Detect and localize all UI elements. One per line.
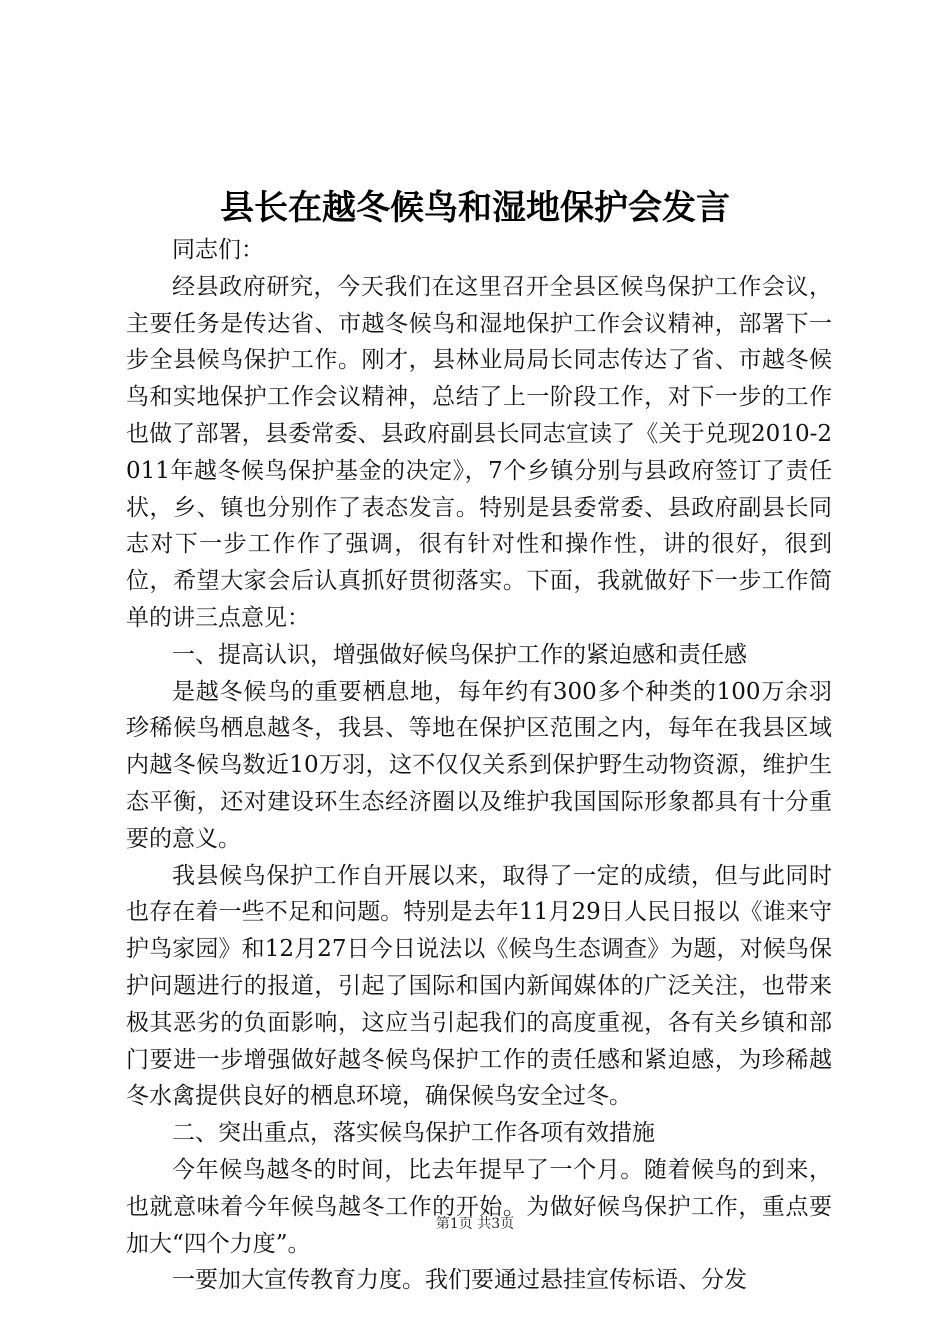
page-number-footer: 第1页 共3页: [435, 1216, 515, 1232]
body-paragraph: 一要加大宣传教育力度。我们要通过悬挂宣传标语、分发: [172, 1267, 747, 1294]
salutation-paragraph: 同志们：: [172, 237, 264, 263]
document-body: [126, 232, 832, 1299]
body-paragraph: 我县候鸟保护工作自开展以来，取得了一定的成绩，但与此同时也存在着一些不足和问题。特别是去年11月29日人民日报以《谁来守护鸟家园》和12月27日今日说法以《候鸟生态调查》为题，对候鸟保护问题进行的报道，引起了国际和国内新闻媒体的广泛关注，也带来极其恶劣的负面影响，这应当引起我们的高度重视，各有关乡镇和部门要进一步增强做好越冬候鸟保护工作的责任感和紧迫感，为珍稀越冬水禽提供良好的栖息环境，确保候鸟安全过冬。: [126, 862, 832, 1110]
body-paragraph: 是越冬候鸟的重要栖息地，每年约有300多个种类的100万余羽珍稀候鸟栖息越冬，我县、等地在保护区范围之内，每年在我县区域内越冬候鸟数近10万羽，这不仅仅关系到保护野生动物资源，维护生态平衡，还对建设环生态经济圈以及维护我国国际形象都具有十分重要的意义。: [126, 678, 832, 852]
intro-paragraph: 经县政府研究，今天我们在这里召开全县区候鸟保护工作会议，主要任务是传达省、市越冬候鸟和湿地保护工作会议精神，部署下一步全县候鸟保护工作。刚才，县林业局局长同志传达了省、市越冬候鸟和实地保护工作会议精神，总结了上一阶段工作，对下一步的工作也做了部署，县委常委、县政府副县长同志宣读了《关于兑现2010-2011年越冬候鸟保护基金的决定》，7个乡镇分别与县政府签订了责任状，乡、镇也分别作了表态发言。特别是县委常委、县政府副县长同志对下一步工作作了强调，很有针对性和操作性，讲的很好，很到位，希望大家会后认真抓好贯彻落实。下面，我就做好下一步工作简单的讲三点意见：: [126, 273, 832, 631]
body-paragraph: 今年候鸟越冬的时间，比去年提早了一个月。随着候鸟的到来，也就意味着今年候鸟越冬工作的开始。为做好候鸟保护工作，重点要加大“四个力度”。: [126, 1156, 832, 1257]
document-title: 县长在越冬候鸟和湿地保护会发言: [220, 188, 730, 228]
section-heading-2: 二、突出重点，落实候鸟保护工作各项有效措施: [172, 1120, 655, 1147]
section-heading-1: 一、提高认识，增强做好候鸟保护工作的紧迫感和责任感: [172, 641, 747, 668]
